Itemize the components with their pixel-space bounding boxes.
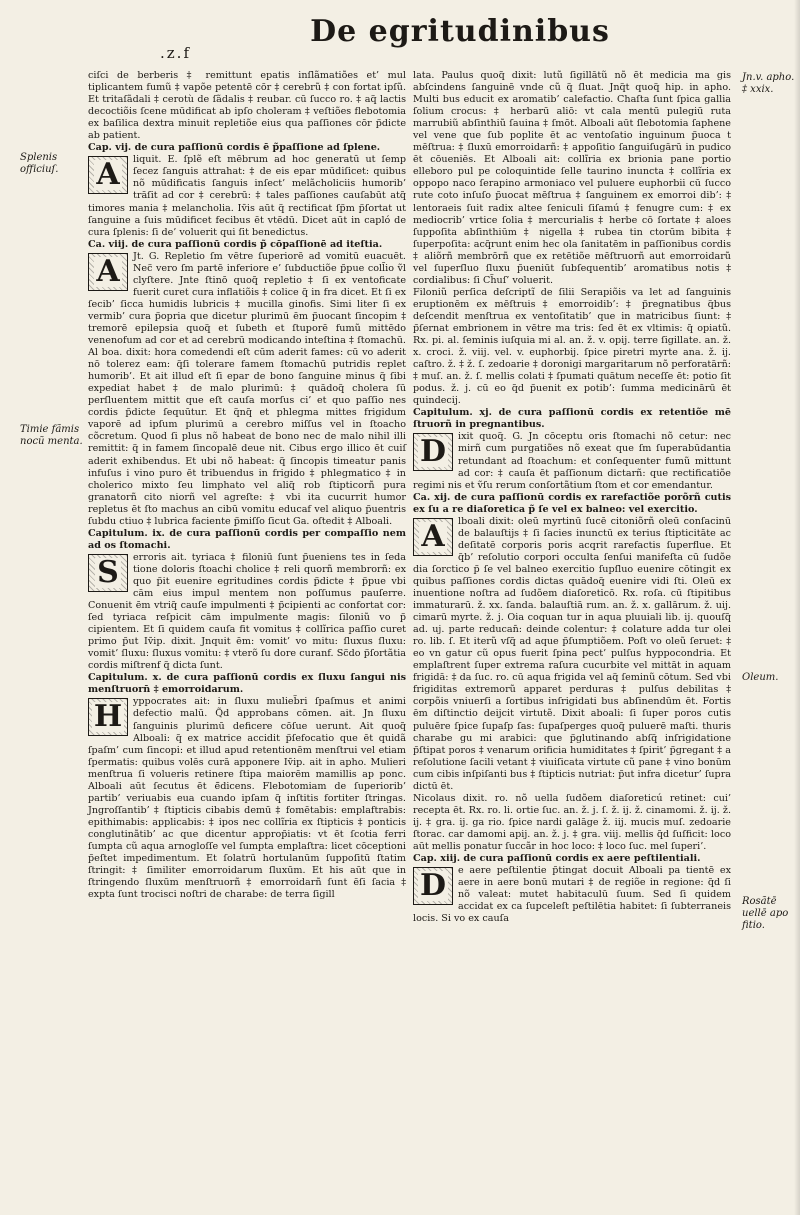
paragraph: ciſci de berberis ‡ remittunt epatis inſlãmatiões et’ mul tiplicantem fumũ ‡ vapõe petentē cōr ‡ cerebrũ ‡ con fortat ipſũ. Et tritaſãdali ‡ cerotù de ſãdalis ‡ reubar. cū ſucco ro. ‡ aq̃ lactis decoctiõis ſcene mūdificat ab ipſo choleram ‡ veſtiões flebotomia ex baſilica dextra minuit repletiõe eius qua paſſiones cōr p̃dicte ab patient. xyxy=(88,70,406,142)
chapter-heading: Capitulum. x. de cura paſſionū cordis ex ſluxu ſangui nis menſtruorn̄ ‡ emorroidarum. xyxy=(88,672,406,696)
paragraph: D e aere peſtilentie p̃tingat docuit Alboali pa tientē ex aere in aere bonū mutari ‡ de regiõe in regione: q̃d ſi nõ valeat: mutet habitaculū ſuum. Sed ſi quidem accidat ex ca ſupceleſt peſtilētia habitet: ſi ſubterraneis locis. Si vo ex cauſa xyxy=(413,865,731,925)
paragraph: H yppocrates ait: in ſluxu mulieb̃ri ſpaſmus et animi defectio malū. Q̃d approbans cōmen. ait. Jn ſluxu ſanguinis plurimū deficere cōſue uerunt. Ait quoq̃ Alboali: q̃ ex matrice accidit p̃ſefocatio que ēt quidã ſpaſm’ cum ſincopi: et illud apud retentionēm menſtrui vel etiam ſpermatis: quibus volēs curā apponere Iv̄ip. ait in apho. Mulieri menſtrua ſi volueris retinere ſtipa maiorēm mamillis ap ponc. Alboali aūt ſecutus ēt ē̄dicens. Flebotomiam de ſuperiorib’ partib’ veriuabis eua cuando ipſam q̃ inſtitis fortiter ſtringas. Jngroſſantib’ ‡ ſtipticis cibabis demū ‡ fomētabis: emplaftrabis: epithimabis: applicabis: ‡ ipos nec collĩria ex ſtipticis ‡ ponticis conglutinãtib’ ac que dicentur approp̃iatis: vt ēt ſcotia ferri ſumpta cũ aqua arnogloſſe vel ſumpta emplaſtra: licet cōceptioni p̃eſtet impedimentum. Et ſolatrū hortulanūm ſuppoſitū ſtatim ſtringit: ‡ ſimiliter emorroidarum ſluxūm. Et his aūt que in ſtringendo ſluxūm menſtruorñ ‡ emorroidarñ ſunt ēſi ſacia ‡ expta ſunt trocisci noſtri de charabe: de terra ſigill xyxy=(88,696,406,901)
decorated-initial: S xyxy=(88,554,128,592)
margin-note-timie: Timie fãmis nocũ menta. xyxy=(20,424,83,447)
chapter-heading: Cap. vij. de cura paſſionū cordis ē p̃paſſione ad ſplene. xyxy=(88,142,381,154)
paragraph: Nicolaus dixit. ro. nõ uella ſudõem diaſoreticú retinet: cui’ recepta ēt. Rx. ro. li. ortie ſuc. an. ž. j. ſ. ž. ij. ž. cinamomi. ž. ij. ž. ij. ‡ gra. ij. ga rio. ſpice nardi galāge ž. iij. mucis muſ. zedoarie ſtorac. car damomi apij. an. ž. j. ‡ gra. viij. mellis q̃d ſuſficit: loco aūt mellis ponatur ſuccãr in hoc loco: ‡ loco ſuc. mel ſuperi’. xyxy=(413,792,731,852)
paragraph: D ixit quoq̃. G. Jn cōceptu oris ſtomachi nõ cetur: nec mirñ cum purgatiões nõ exeat que ſm ſuperabūdantia retundant ad ſtoachum: et conſequenter fumũ mittunt ad cor: ‡ cauſa ēt paſſionum dictarñ: que rectificatiõe regimi nis et ṽſu rerum conſortãtium ſtom et cor emendantur. xyxy=(413,431,731,491)
decorated-initial: D xyxy=(413,433,453,471)
margin-note-jn-v: Jn.v. apho. ‡ xxix. xyxy=(742,72,795,95)
margin-note-rosa: Rosãtē uellē apo fitio. xyxy=(742,896,789,931)
right-column xyxy=(413,70,731,925)
folio-mark: .z.f xyxy=(160,44,191,62)
chapter-heading: Ca. viij. de cura paſſionū cordis p̃ cōpaſſionē ad iteſtia. xyxy=(88,238,383,250)
decorated-initial: A xyxy=(88,156,128,194)
decorated-initial: D xyxy=(413,867,453,905)
paragraph: A liquit. E. ſplẽ eſt mēbrum ad hoc generatū ut ſemp ſecez ſanguis attrahat: ‡ de eis epar mūdiſicet: quibus nõ mūdificatis ſanguis inſect’ melãcholiciis humorib’ trāſit ad cor ‡ cerebrū: ‡ tales paſſiones cauſabūt atq̃ timores mania ‡ melancholia. Iv̄is aūt q̃ rectificat ſp̃m p̃ſortat ut ſanguine a ſuis mūdificet fecibus ēt vtēdū. Dicet aūt in capló de cura ſplenis: ſi de’ voluerit qui ſit benedictus. xyxy=(88,154,406,238)
paragraph: S erroris ait. tyriaca ‡ filoniū ſunt p̃ueniens tes in ſeda tione doloris ſtoachi cholice ‡ reli quorñ membrorñ: ex quo p̃it euenire egritudines cordis p̃dicte ‡ p̃pue vbi cām eius impul mentem non poſſumus pauſerre. Conuenit ēm vtriq̃ cauſe impulmenti ‡ p̃cipienti ac confortat cor: ſed tyriaca reſpicit cām impulmente magis: ſiloniũ vo p̃ cipientem. Et ſi quidem cauſa fit vomitus ‡ collĩrica paſſio curet primo p̃ut Iv̄ip. dixit. Jnquit ēm: vomit’ vo mitu: ſluxus ſluxu: vomit’ ſluxu: ſluxus vomitu: ‡ vterõ ſu dore curanf. Sc̃do p̃ſortãtia cordis miſtrenf q̃ dicta ſunt. xyxy=(88,551,406,672)
paragraph: lata. Paulus quoq̃ dixit: lutũ ſigillātũ nõ ēt medicia ma gis abſcindens ſanguinē vnde cũ q̃ ſluat. Jnq̃t quoq̃ hip. in apho. Multi bus educit ex aromatib’ calefactio. Chaſta ſunt ſpica gallia ſolium crocus: ‡ herbarū aliō: vt cala mentū pulegiū ruta marrubiũ abſinthiũ ſauina ‡ ſmōt. Alboali aūt ſlebotomia ſaphene vel vene que ſub poplite ēt ac ventoſatio inguinum p̃uoca t mēſtrua: ‡ ſluxū emorroidarñ: ‡ appoſitio ſanguiſugārū in pudico ēt cōueniēs. Et Alboali ait: collĩria ex brionia pane portio elleboro pul pe coloquintide ſelle taurino inuncta ‡ collĩria ex oppopo naco ſerapino armoniaco vel puluere euphorbii cū ſucco rute coto inſuſo p̃uocat mēſtrua ‡ ſanguinem ex emorroi dib’: ‡ lentoraeis ſuit radix altee ſeniculi ſiſamú ‡ fenugre cum: ‡ ex mediocrib’ vrtice ſolia ‡ mercurialis ‡ herbe cō ſortate ‡ aloes ſuppoſita abſinthiūm ‡ nigella ‡ rubea tin ctorūm bibita ‡ ſuperpoſita: acq̃runt enim hec ola ſanitatēm in paſſionibus cordis ‡ aliõrñ membrōrñ que ex retētiõe mēſtruorñ aut emorroidarũ vel ſuperſluo ſluxu p̃ueniūt ſubſequentib’ aromatibus notis ‡ cordialibus: ſi Ch̃uſ’ voluerit. xyxy=(413,70,731,286)
paragraph: A lboali dixit: oleū myrtinū ſucē citoniõrñ oleū conſacinū de balauſtijs ‡ ſi ſacies inunctū ex terius ſtipticitāte ac deſitatē corporis poris acqrit rarefactis ſuperflue. Et q̃b’ reſolutio corpori occulta ſenſui manifeſta cū ſudõe dia ſorctico p̃ ſe vel balneo exercitio ſupſluo euenire cōtingit ex quibus paſſiones cordis dictas quādoq̃ euenire vidi ſti. Oleū ex inuentione noſtra ad ſudõem diaſoreticō. Rx. roſa. cū ſtipitibus immaturarū. ž. xx. ſanda. balauſtiā rum. an. ž. x. gallārum. ž. uij. cimarū myrte. ž. j. Oia coquan tur in aqua pluuiali lib. ij. quouſq̃ ad. uj. parte reducan̄: deinde colentur: ‡ colature adda tur olei ro. lib. ſ. Et iterũ vſq̃ ad aque p̃ſumptiõem. Poſt vo oleũ ſeruet: ‡ eo vn gatur cũ opus fuerit ſpina pect’ pulſus hyppocondria. Et emplaſtrent ſuper extrema raſura cucurbite vel mittāt in aquam frigidā: ‡ da ſuc. ro. cū aqua frigida vel aq̃ ſeminũ cōtum. Sed vbi frigiditas extremorũ apparet perduras ‡ pulſus debilitas ‡ corpõis vniuerſi a ſortibus inſrigidati bus abſinendūm ēt. Fortis ēm diſtinctio deijcit virtutẽ. Dixit aboali: ſi ſuper poros cutis puluēre ſpice ſupaſp ſas: ſupaſperges quoq̃ puluerē maſti. thuris charabe gu mi arabici: que p̃glutinando abſq̃ inſrigidatione p̃ſtipat poros ‡ venarum orificia humiditates ‡ ſpirit’ p̃gregant ‡ a reſolutione ſacili vetant ‡ viuiſicata virtute cũ pane ‡ vino bonūm cum cibis inſpiſanti bus ‡ ſtipticis nutriat: p̃ut infra dicetur’ ſupra dictū ēt. xyxy=(413,515,731,792)
page-edge-shadow xyxy=(794,0,800,1215)
chapter-heading: Capitulum. ix. de cura paſſionū cordis per compaſſio nem ad os ſtomachi. xyxy=(88,527,406,551)
decorated-initial: A xyxy=(413,518,453,556)
decorated-initial: A xyxy=(88,253,128,291)
paragraph: A Jt. G. Repletio ſm vētre ſuperiorē ad vomitū euacuēt. Nec̃ vero ſm partē inferiore e’ ſubductiõe p̃pue coll̃io ṽl clyſtere. Jnte ſtinō quoq̃ repletio ‡ ſi ex ventoficate fuerit curet cura inflatiõis ‡ colice q̃ in fra dicet. Et ſi ex ſecib’ ſicca humidis lubricis ‡ mucilla ginofis. Simi liter ſi ex vermib’ cura p̃opria que dicetur plurimū ēm p̃uocant ſincopim ‡ tremorē epilepsia quoq̃ et ſubeth et ſtuporē fumũ mittēdo venenofum ad cor et ad cerebrū modicando inteſtina ‡ ſtomachū. Al boa. dixit: hora comedendi eſt cūm aderit fames: cū vo aderit nō tolerez eam: q̃ſi tolerare famem ſtomachū putridis replet humorib’. Et ait illud eſt ſi epar de bono ſanguine minus q̃ ſibi expediat habet ‡ de malo plurimū: ‡ quādoq̃ cholera ſū perſluentem mittit que eſt cauſa morſus ci’ et quo paſſio nes cordis p̃dicte ſequūtur. Et q̃nq̃ et phlegma mittes frigidum vaporē ad ipſum plurimū a cerebro miſſus vel in ſtoacho cõcretum. Quod ſi plus nõ habeat de bono nec de malo nihil illi remittit: q̃ in famem ſincopalē deue nit. Cibus ergo illico ēt cuiſ aderit exhibendus. Et ubi nõ habeat: q̃ ſincopis timeatur panis infuſus i vino puro ēt tribuendus in frigido ‡ phlegmatico ‡ in cholerico mixto ſeu limphato vel aliq̃ rob ſtipticorñ pura granatorñ cito niorñ vel agreſte: ‡ vbi ita cucurrit humor repletus ēt ſto machus an cibū vomitu educaf vel aliquo p̃uentris ſubdu ctiuo ‡ lubrica faciente p̃miſſo ſicut Ga. oſtedit ‡ Alboali. xyxy=(88,250,406,527)
chapter-heading: Ca. xij. de cura paſſionū cordis ex rarefactiõe porõrñ cutis ex ſu a re diaſoretica p̃ ſe vel ex balneo: vel exercitio. xyxy=(413,491,731,515)
chapter-heading: Cap. xiij. de cura paſſionū cordis ex aere peſtilentiali. xyxy=(413,853,701,865)
margin-note-oleum: Oleum. xyxy=(742,672,779,683)
left-column xyxy=(88,70,406,901)
decorated-initial: H xyxy=(88,698,128,736)
paragraph: Filoniũ perſica deſcriptĩ de ſilii Serapiõis va let ad ſanguinis eruptionēm ex mēſtruis ‡ emorroidib’: ‡ p̃regnatibus q̃bus deſcendit menſtrua ex ventoſitatib’ que in matricibus ſiunt: ‡ p̃ſernat embrionem in vētre ma tris: ſed ēt ex vltimis: q̃ opiatũ. Rx. pi. al. ſeminis iuſquia mi al. an. ž. v. opij. terre ſigillate. an. ž. x. croci. ž. viij. vel. v. euphorbij. ſpice piretri myrte ana. ž. ij. caſtro. ž. ‡ ž. ſ. zedoarie ‡ doronigi margaritarum nõ perforatārñ: ‡ muſ. an. ž. ſ. mellis colati ‡ ſpumati quātum neceſſe ēt: potio ſit podus. ž. j. cū eo q̃d p̃uenit ex potib’: ſumma medicinārū ēt quindecij. xyxy=(413,286,731,407)
chapter-heading: Capitulum. xj. de cura paſſionū cordis ex retentiõe mē ſtruorñ in pregnantibus. xyxy=(413,407,731,431)
margin-note-splenis: Splenis officiuſ. xyxy=(20,152,59,175)
running-title: De egritudinibus xyxy=(310,14,610,49)
